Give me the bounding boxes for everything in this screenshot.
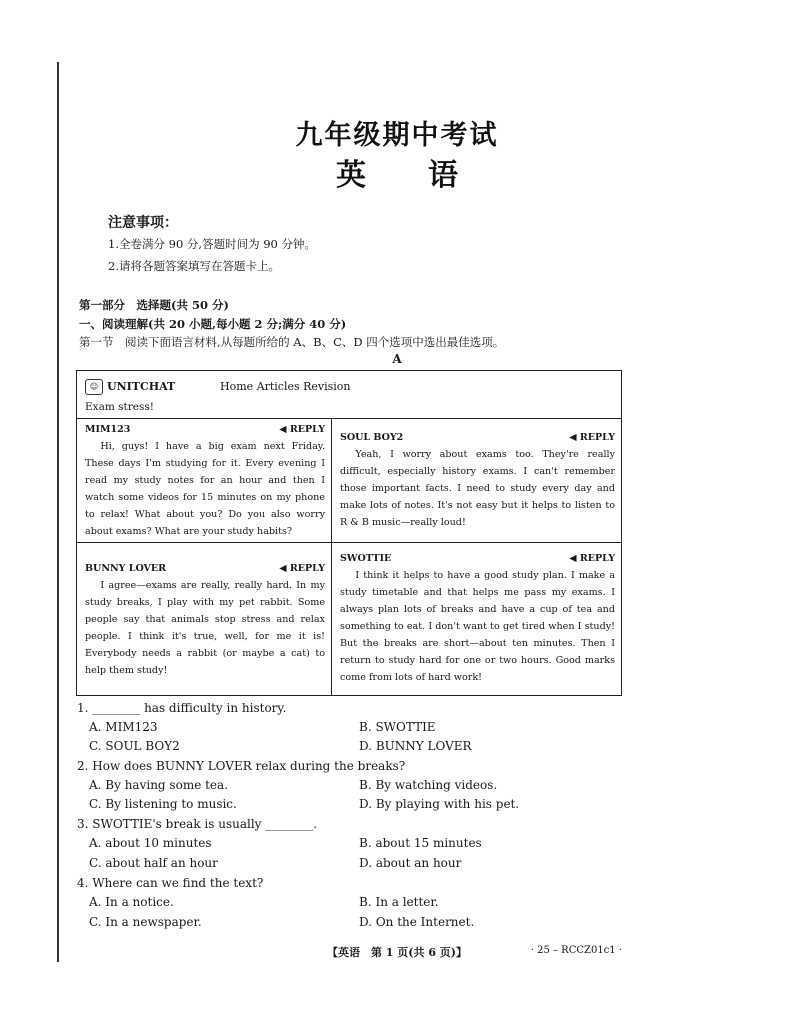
exam-title: 九年级期中考试 [295, 120, 499, 151]
paper-code: · 25 – RCCZ01c1 · [530, 945, 622, 956]
note-item-2: 2.请将各题答案填写在答题卡上。 [108, 259, 280, 273]
forum-post [77, 543, 332, 695]
note-item-1: 1.全卷满分 90 分,答题时间为 90 分钟。 [108, 237, 317, 251]
notes-heading: 注意事项： [108, 215, 178, 231]
question-3-option-b: B. about 15 minutes [359, 836, 482, 850]
question-2-option-a: A. By having some tea. [89, 778, 229, 792]
part-heading: 第一部分 选择题(共 50 分) [79, 298, 229, 312]
question-2-stem: 2. How does BUNNY LOVER relax during the breaks? [77, 759, 406, 773]
forum-box [76, 370, 622, 696]
forum-header [77, 371, 621, 419]
question-1-option-d: D. BUNNY LOVER [359, 739, 472, 753]
question-1-option-b: B. SWOTTIE [359, 720, 436, 734]
post-username: SOUL BOY2 [340, 432, 404, 443]
post-text: I agree—exams are really, really hard. In my study breaks, I play with my pet rabbit. Some people say that animals stop stress and relax people. I think it's true, well, for me it is! Everybody needs a rabbit (or maybe a cat) to help them study! [85, 580, 325, 676]
question-1-option-a: A. MIM123 [89, 720, 158, 734]
question-4-stem: 4. Where can we find the text? [77, 876, 264, 890]
binding-margin-line [57, 62, 59, 962]
question-3-option-d: D. about an hour [359, 856, 462, 870]
question-2-option-b: B. By watching videos. [359, 778, 498, 792]
post-text: Yeah, I worry about exams too. They're really difficult, especially history exams. I can't remember those important facts. I need to study every day and make lots of notes. It's not easy but it helps to listen to R & B music—really loud! [340, 449, 615, 528]
post-text: Hi, guys! I have a big exam next Friday. These days I'm studying for it. Every evening I read my study notes for an hour and then I watch some videos for 15 minutes on my phone to relax! What about you? Do you also worry about exams? What are your study habits? [85, 441, 325, 537]
forum-topic: Exam stress! [85, 401, 154, 413]
reply-button[interactable]: ◀ REPLY [279, 563, 325, 574]
question-1-stem: 1. ________ has difficulty in history. [77, 701, 287, 715]
page-footer: 【英语 第 1 页(共 6 页)】 [326, 946, 468, 959]
question-1-option-c: C. SOUL BOY2 [89, 739, 180, 753]
reading-heading: 一、阅读理解(共 20 小题,每小题 2 分;满分 40 分) [79, 317, 347, 331]
question-4-option-a: A. In a notice. [89, 895, 174, 909]
passage-label: A [392, 352, 402, 366]
question-3-option-a: A. about 10 minutes [89, 836, 212, 850]
chat-logo-icon: ☺ [85, 379, 103, 395]
question-3-option-c: C. about half an hour [89, 856, 218, 870]
question-3-stem: 3. SWOTTIE's break is usually ________. [77, 817, 318, 831]
subject-title [0, 150, 794, 194]
forum-post [332, 543, 621, 695]
forum-post [332, 418, 621, 543]
reply-button[interactable]: ◀ REPLY [279, 424, 325, 435]
reply-button[interactable]: ◀ REPLY [569, 553, 615, 564]
post-text: I think it helps to have a good study plan. I make a study timetable and that helps me pass my exams. I always plan lots of breaks and have a cup of tea and something to eat. I don't want to get tired when I study! But the breaks are short—about ten minutes. Then I return to study hard for one or two hours. Good marks come from lots of hard work! [340, 570, 615, 683]
section-instruction: 第一节 阅读下面语言材料,从每题所给的 A、B、C、D 四个选项中选出最佳选项。 [79, 335, 505, 349]
post-username: BUNNY LOVER [85, 563, 167, 574]
reply-button[interactable]: ◀ REPLY [569, 432, 615, 443]
post-username: MIM123 [85, 424, 131, 435]
forum-nav: Home Articles Revision [220, 380, 351, 393]
question-4-option-b: B. In a letter. [359, 895, 439, 909]
forum-brand: UNITCHAT [107, 380, 176, 393]
question-2-option-c: C. By listening to music. [89, 797, 237, 811]
question-2-option-d: D. By playing with his pet. [359, 797, 520, 811]
question-4-option-c: C. In a newspaper. [89, 915, 202, 929]
forum-post [77, 418, 332, 543]
post-username: SWOTTIE [340, 553, 392, 564]
question-4-option-d: D. On the Internet. [359, 915, 475, 929]
subject-char-2: 语 [428, 158, 458, 193]
subject-char-1: 英 [336, 158, 366, 193]
